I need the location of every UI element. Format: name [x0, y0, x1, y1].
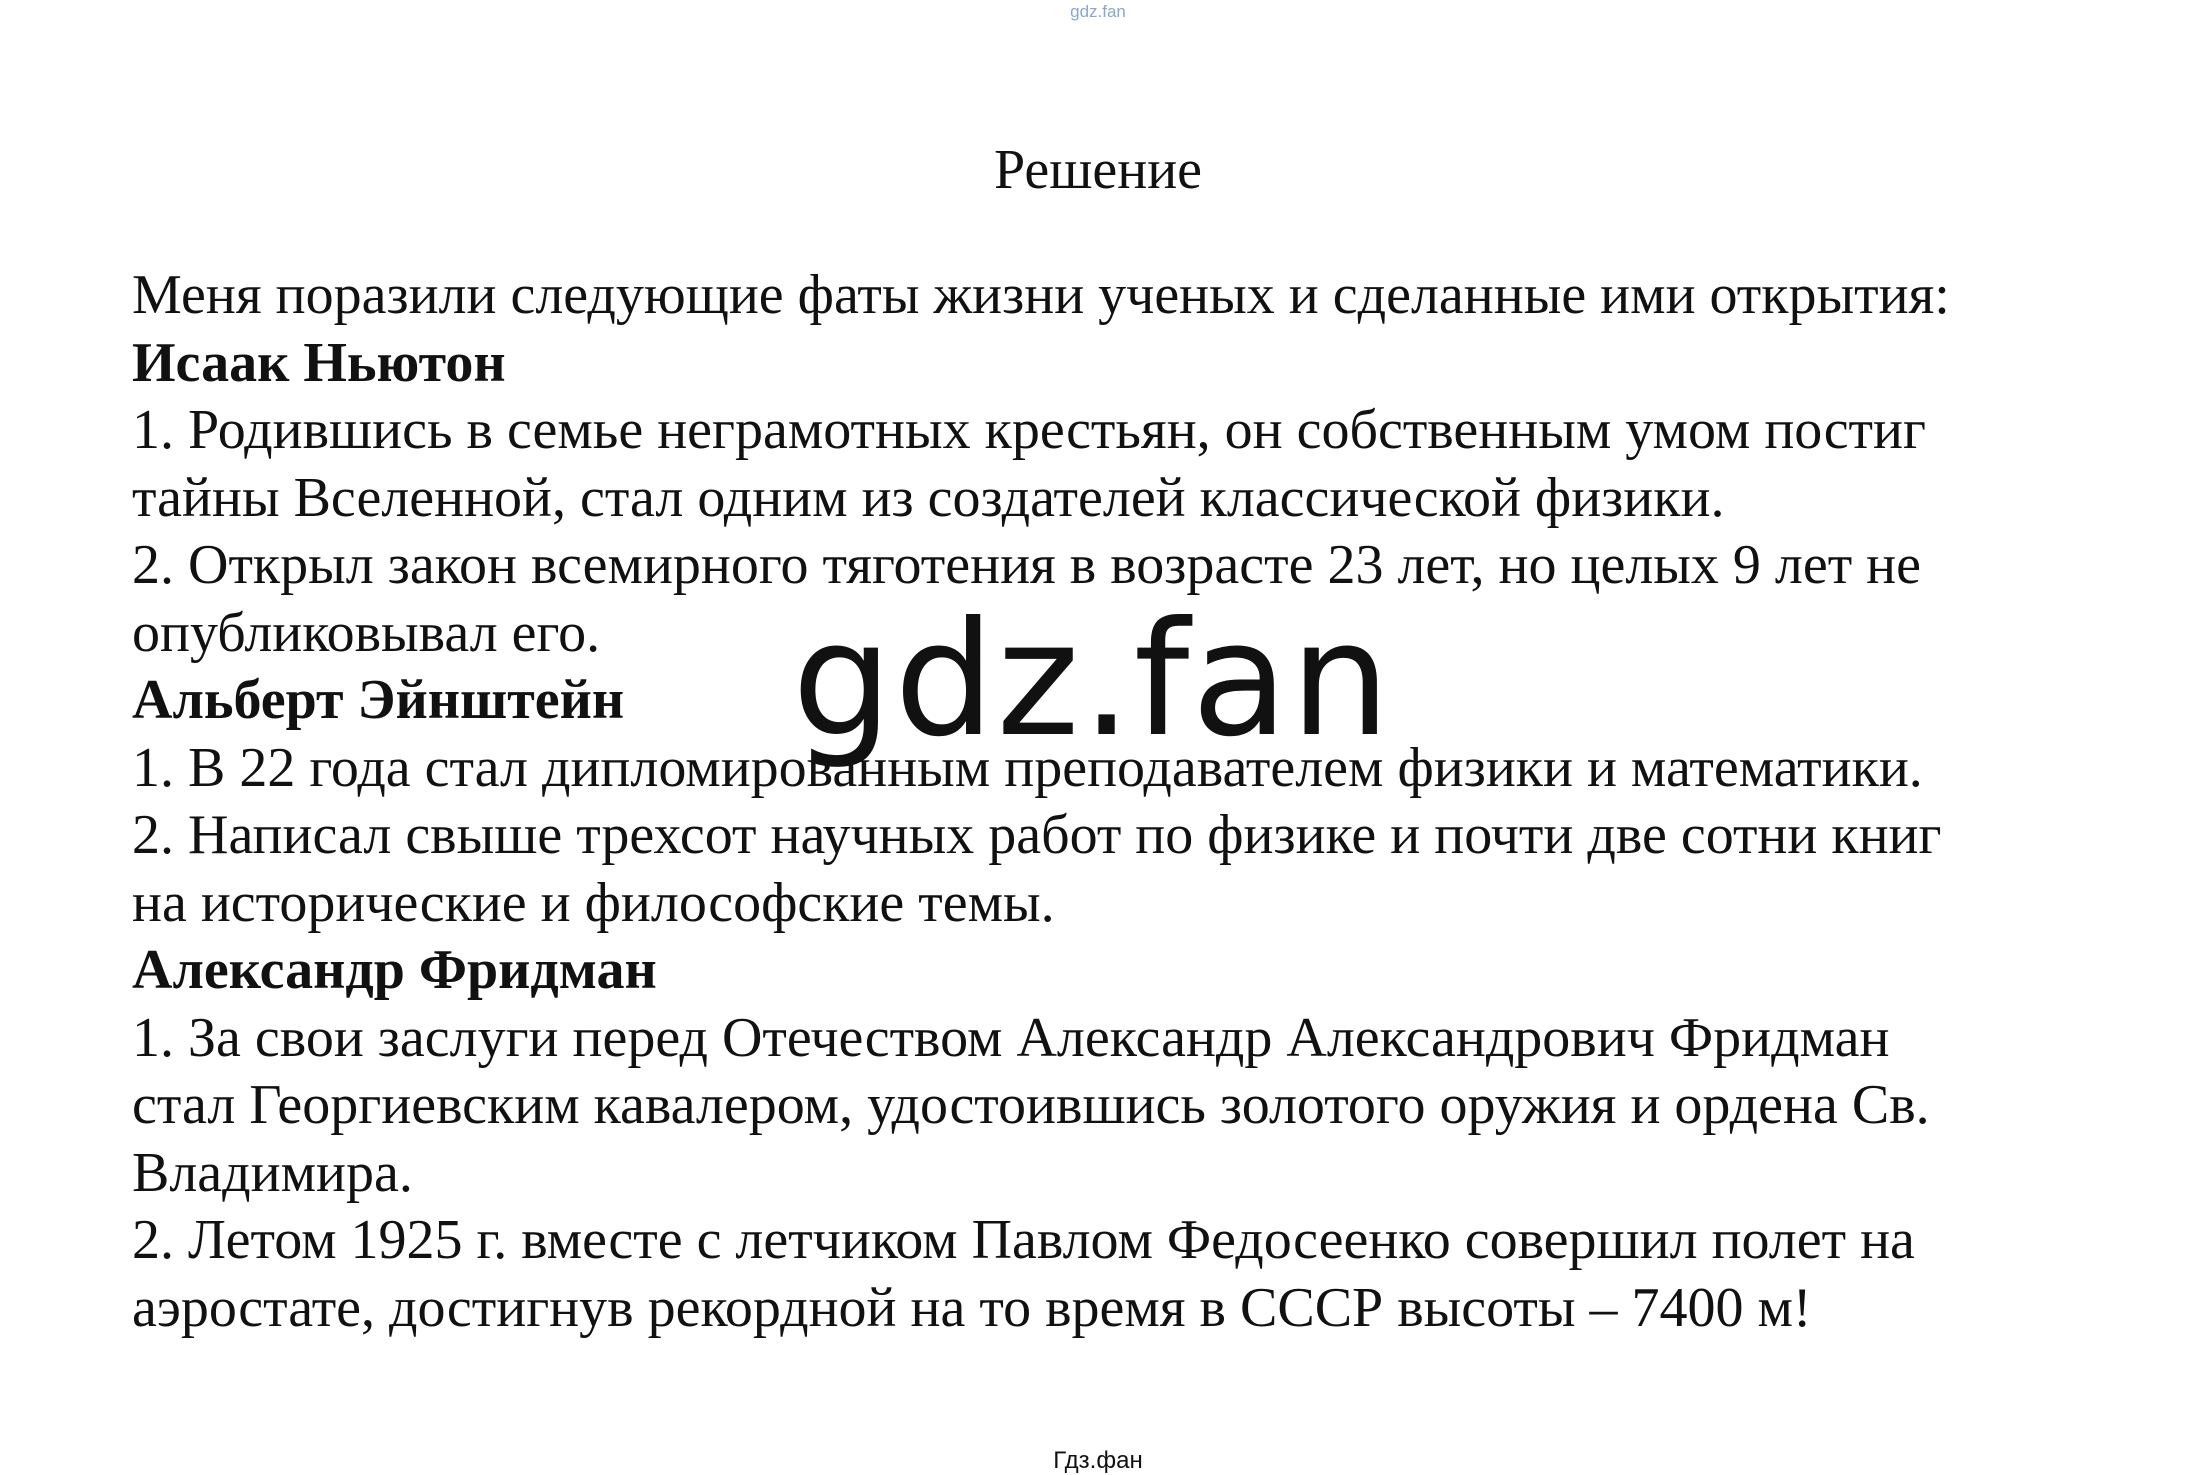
text-line: опубликовывал его. [132, 601, 601, 664]
document-body [132, 262, 2152, 1342]
section-heading-einstein: Альберт Эйнштейн [132, 669, 625, 731]
text-line: 1. В 22 года стал дипломированным преподавателем физики и математики. [132, 736, 1923, 799]
text-line: аэростате, достигнув рекордной на то время в СССР высоты – 7400 м! [132, 1276, 1812, 1339]
text-line: на исторические и философские темы. [132, 871, 1055, 934]
text-line: тайны Вселенной, стал одним из создателей классической физики. [132, 466, 1725, 529]
page-title: Решение [993, 139, 1203, 201]
text-line: 1. Родившись в семье неграмотных крестьян, он собственным умом постиг [132, 399, 1926, 461]
top-watermark-text: gdz.fan [1070, 2, 1126, 21]
section-heading-newton: Исаак Ньютон [132, 331, 506, 394]
text-line: 2. Написал свыше трехсот научных работ по физике и почти две сотни книг [132, 804, 1942, 866]
footer-text: Гдз.фан [1053, 1447, 1143, 1474]
text-line: Владимира. [132, 1141, 413, 1204]
text-line: стал Георгиевским кавалером, удостоившись золотого оружия и ордена Св. [132, 1074, 1930, 1136]
watermark-logo: gdz.fan [792, 588, 1393, 772]
text-line: 2. Летом 1925 г. вместе с летчиком Павлом Федосеенко совершил полет на [132, 1209, 1915, 1271]
text-line: 2. Открыл закон всемирного тяготения в возрасте 23 лет, но целых 9 лет не [132, 534, 1921, 596]
section-heading-friedman: Александр Фридман [132, 939, 657, 1001]
intro-line: Меня поразили следующие фаты жизни ученых и сделанные ими открытия: [132, 264, 1950, 326]
text-line: 1. За свои заслуги перед Отечеством Александр Александрович Фридман [132, 1006, 1890, 1069]
